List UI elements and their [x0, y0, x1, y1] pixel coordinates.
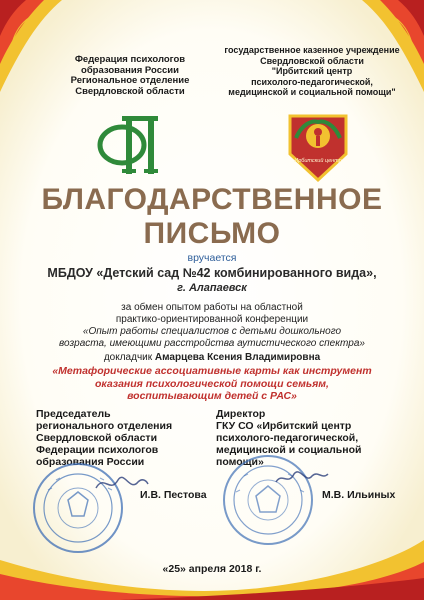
signatory-line: медицинской и социальной	[216, 444, 362, 456]
conference-name	[14, 326, 410, 350]
topic-line: воспитывающим детей с РАС»	[127, 390, 297, 402]
recipient-name: МБДОУ «Детский сад №42 комбинированного вида»,	[47, 266, 377, 280]
left-signatory-name: И.В. Пестова	[140, 489, 207, 501]
header-left-org	[60, 55, 200, 97]
right-signatory-name: М.В. Ильиных	[322, 489, 396, 501]
header-left-line: образования России	[81, 64, 179, 76]
signatory-line: ГКУ СО «Ирбитский центр	[216, 420, 352, 432]
topic-line: «Метафорические ассоциативные карты как инструмент	[52, 365, 372, 377]
reason-line: практико-ориентированной конференции	[115, 314, 309, 325]
header-right-line: медицинской и социальной помощи"	[228, 87, 396, 97]
issue-date: «25» апреля 2018 г.	[162, 563, 262, 575]
header-left-line: Региональное отделение	[70, 75, 190, 86]
signatory-line: психолого-педагогической,	[216, 432, 359, 444]
title-line: ПИСЬМО	[143, 217, 281, 250]
signatory-line: образования России	[36, 456, 145, 468]
phi-psi-logo-icon	[92, 112, 168, 178]
recipient-city: г. Алапаевск	[177, 282, 247, 294]
irbit-center-emblem-icon	[282, 110, 354, 184]
awarded-label: вручается	[187, 252, 237, 264]
topic-line: оказания психологической помощи семьям,	[95, 377, 329, 390]
speaker-line	[20, 352, 404, 364]
conference-line: возраста, имеющими расстройства аутистического спектра»	[59, 338, 365, 349]
header-left-line: Свердловской области	[75, 85, 185, 97]
page-title	[0, 183, 424, 251]
conference-line: «Опыт работы специалистов с детьми дошкольного	[82, 326, 342, 337]
header-right-line: психолого-педагогической,	[251, 76, 373, 87]
signatory-line: Директор	[216, 408, 266, 420]
title-line: БЛАГОДАРСТВЕННОЕ	[41, 183, 383, 216]
header-right-line: Свердловской области	[260, 55, 364, 66]
header-right-line: "Ирбитский центр	[271, 66, 353, 76]
speaker-topic	[20, 365, 404, 403]
signatory-line: Свердловской области	[36, 432, 158, 444]
emblem-caption: Ирбитский центр	[294, 158, 342, 164]
speaker-prefix: докладчик	[103, 352, 153, 363]
signatory-line: Председатель	[36, 408, 111, 420]
reason-line: за обмен опытом работы на областной	[121, 302, 303, 313]
speaker-name: Амарцева Ксения Владимировна	[154, 352, 321, 363]
header-left-line: Федерация психологов	[74, 54, 186, 65]
signatory-line: Федерации психологов	[36, 444, 159, 456]
header-right-line: государственное казенное учреждение	[224, 45, 400, 55]
signatory-line: помощи»	[216, 456, 264, 468]
header-right-org	[222, 45, 402, 98]
signatory-line: регионального отделения	[36, 420, 173, 432]
left-signatory-title	[36, 408, 206, 468]
